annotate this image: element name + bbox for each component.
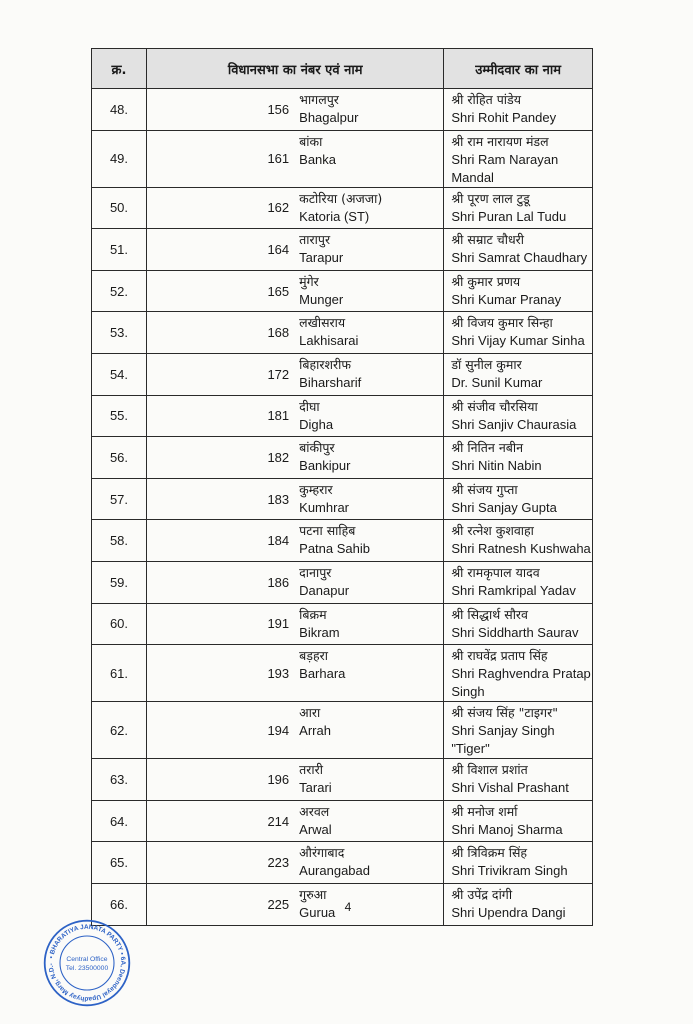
- constituency-number-cell: 186: [147, 561, 296, 603]
- candidate-name-hindi: श्री कुमार प्रणय: [451, 273, 521, 289]
- candidate-name-hindi: श्री सिद्धार्थ सौरव: [451, 606, 528, 622]
- candidate-name-cell: [444, 478, 593, 520]
- constituency-name-hindi: दीघा: [299, 398, 320, 414]
- candidate-name-cell: [444, 800, 593, 842]
- candidate-name-hindi: श्री पूरण लाल टुडू: [451, 190, 530, 206]
- constituency-name-english: Arrah: [299, 723, 331, 739]
- candidate-name-cell: [444, 520, 593, 562]
- table-row: [92, 437, 593, 479]
- serial-cell: 62.: [92, 702, 147, 759]
- constituency-name-cell: [295, 478, 444, 520]
- constituency-number-cell: 182: [147, 437, 296, 479]
- table-row: [92, 645, 593, 702]
- serial-cell: 53.: [92, 312, 147, 354]
- party-seal-stamp: [42, 918, 132, 1008]
- constituency-number-cell: 194: [147, 702, 296, 759]
- constituency-name-cell: [295, 759, 444, 801]
- constituency-number-cell: 223: [147, 842, 296, 884]
- constituency-name-hindi: बिक्रम: [299, 606, 327, 622]
- candidate-name-hindi: श्री विजय कुमार सिन्हा: [451, 315, 553, 331]
- constituency-name-cell: [295, 800, 444, 842]
- constituency-number-cell: 184: [147, 520, 296, 562]
- serial-cell: 63.: [92, 759, 147, 801]
- constituency-name-hindi: तरारी: [299, 762, 323, 778]
- constituency-name-english: Biharsharif: [299, 374, 362, 390]
- constituency-name-cell: [295, 437, 444, 479]
- constituency-name-cell: [295, 312, 444, 354]
- constituency-name-english: Lakhisarai: [299, 333, 359, 349]
- page-number: 4: [344, 900, 352, 914]
- constituency-name-english: Digha: [299, 416, 334, 432]
- constituency-name-cell: [295, 842, 444, 884]
- constituency-name-hindi: बिहारशरीफ: [299, 356, 352, 372]
- table-row: [92, 759, 593, 801]
- candidate-name-hindi: श्री संजीव चौरसिया: [451, 398, 538, 414]
- constituency-number-cell: 191: [147, 603, 296, 645]
- constituency-number-cell: 168: [147, 312, 296, 354]
- svg-text:Central Office: Central Office: [66, 956, 108, 964]
- constituency-name-english: Kumhrar: [299, 499, 350, 515]
- constituency-name-hindi: औरंगाबाद: [299, 845, 345, 861]
- serial-cell: 50.: [92, 187, 147, 229]
- constituency-name-hindi: मुंगेर: [299, 273, 319, 289]
- candidate-name-hindi: श्री सम्राट चौधरी: [451, 232, 525, 248]
- svg-text:Tel. 23500000: Tel. 23500000: [65, 965, 109, 973]
- table-body: [92, 89, 593, 926]
- header-candidate: उम्मीदवार का नाम: [444, 49, 593, 89]
- constituency-name-hindi: बांका: [299, 133, 323, 149]
- candidate-name-english: Shri Manoj Sharma: [451, 821, 563, 837]
- constituency-name-english: Bikram: [299, 624, 340, 640]
- candidate-name-hindi: श्री विशाल प्रशांत: [451, 762, 528, 778]
- serial-cell: 54.: [92, 353, 147, 395]
- constituency-name-hindi: दानापुर: [299, 564, 332, 580]
- serial-cell: 48.: [92, 89, 147, 131]
- serial-cell: 58.: [92, 520, 147, 562]
- constituency-name-cell: [295, 520, 444, 562]
- candidate-name-english: Shri Ramkripal Yadav: [451, 582, 576, 598]
- serial-cell: 60.: [92, 603, 147, 645]
- constituency-name-english: Patna Sahib: [299, 541, 370, 557]
- constituency-name-english: Tarapur: [299, 250, 344, 266]
- constituency-number-cell: 162: [147, 187, 296, 229]
- table-row: [92, 395, 593, 437]
- header-constituency: विधानसभा का नंबर एवं नाम: [147, 49, 444, 89]
- table-row: [92, 603, 593, 645]
- candidate-name-english: Shri Ratnesh Kushwaha: [451, 541, 591, 557]
- candidate-name-cell: [444, 312, 593, 354]
- candidate-name-hindi: डॉ सुनील कुमार: [451, 356, 522, 372]
- constituency-name-english: Bhagalpur: [299, 110, 359, 125]
- candidate-name-hindi: श्री त्रिविक्रम सिंह: [451, 845, 528, 861]
- constituency-name-english: Aurangabad: [299, 863, 370, 879]
- constituency-name-hindi: कटोरिया (अजजा): [299, 190, 383, 206]
- candidate-name-cell: [444, 353, 593, 395]
- candidate-name-cell: [444, 561, 593, 603]
- candidate-name-english: Shri Nitin Nabin: [451, 458, 542, 474]
- table-row: [92, 520, 593, 562]
- constituency-number-cell: 193: [147, 645, 296, 702]
- constituency-name-hindi: भागलपुर: [299, 92, 339, 107]
- candidate-name-hindi: श्री रामकृपाल यादव: [451, 564, 540, 580]
- table-row: [92, 842, 593, 884]
- candidate-name-english: Shri Siddharth Saurav: [451, 624, 579, 640]
- candidate-name-hindi: श्री रोहित पांडेय: [451, 92, 521, 107]
- constituency-name-cell: [295, 130, 444, 187]
- constituency-number-cell: 172: [147, 353, 296, 395]
- candidate-name-hindi: श्री संजय गुप्ता: [451, 481, 518, 497]
- constituency-name-english: Katoria (ST): [299, 208, 370, 224]
- svg-text:• BHARATIYA JANATA PARTY • 6A,: • BHARATIYA JANATA PARTY • 6A, Deendayal Upadhyay Marg, N.D.-: [47, 923, 127, 1003]
- candidate-name-hindi: श्री उपेंद्र दांगी: [451, 886, 513, 902]
- constituency-name-hindi: लखीसराय: [299, 315, 346, 331]
- candidate-name-hindi: श्री राघवेंद्र प्रताप सिंह: [451, 648, 548, 664]
- constituency-name-english: Danapur: [299, 582, 350, 598]
- candidate-name-hindi: श्री नितिन नबीन: [451, 440, 524, 456]
- constituency-number-cell: 225: [147, 883, 296, 925]
- constituency-name-english: Arwal: [299, 821, 332, 837]
- candidate-name-cell: [444, 229, 593, 271]
- constituency-name-cell: [295, 883, 444, 925]
- constituency-number-cell: 196: [147, 759, 296, 801]
- candidate-name-hindi: श्री संजय सिंह "टाइगर": [451, 705, 558, 721]
- constituency-name-english: Barhara: [299, 666, 346, 682]
- constituency-name-cell: [295, 89, 444, 131]
- candidate-name-hindi: श्री मनोज शर्मा: [451, 803, 518, 819]
- table-row: [92, 187, 593, 229]
- candidate-name-english: Shri Ram Narayan Mandal: [451, 151, 559, 185]
- constituency-name-hindi: पटना साहिब: [299, 523, 356, 539]
- candidate-name-english: Shri Samrat Chaudhary: [451, 250, 588, 266]
- constituency-name-cell: [295, 353, 444, 395]
- table-row: [92, 478, 593, 520]
- candidate-name-english: Shri Kumar Pranay: [451, 291, 562, 307]
- header-serial: क्र.: [92, 49, 147, 89]
- constituency-name-hindi: कुम्हरार: [299, 481, 333, 497]
- candidate-name-english: Shri Sanjiv Chaurasia: [451, 416, 577, 432]
- candidate-name-english: Shri Rohit Pandey: [451, 110, 557, 125]
- constituency-number-cell: 156: [147, 89, 296, 131]
- table-row: [92, 270, 593, 312]
- candidate-name-english: Dr. Sunil Kumar: [451, 374, 543, 390]
- candidate-name-cell: [444, 437, 593, 479]
- table-header-row: [92, 49, 593, 89]
- serial-cell: 65.: [92, 842, 147, 884]
- table-row: [92, 229, 593, 271]
- constituency-name-cell: [295, 702, 444, 759]
- serial-cell: 64.: [92, 800, 147, 842]
- candidate-name-english: Shri Puran Lal Tudu: [451, 208, 567, 224]
- serial-cell: 55.: [92, 395, 147, 437]
- serial-cell: 57.: [92, 478, 147, 520]
- table-row: [92, 561, 593, 603]
- candidate-name-english: Shri Trivikram Singh: [451, 863, 568, 879]
- constituency-name-hindi: गुरुआ: [299, 886, 327, 902]
- candidate-name-english: Shri Vishal Prashant: [451, 780, 569, 796]
- candidate-name-cell: [444, 702, 593, 759]
- candidate-name-cell: [444, 883, 593, 925]
- serial-cell: 59.: [92, 561, 147, 603]
- table-row: [92, 312, 593, 354]
- candidate-name-cell: [444, 842, 593, 884]
- constituency-number-cell: 161: [147, 130, 296, 187]
- constituency-name-hindi: आरा: [299, 705, 321, 721]
- constituency-name-english: Munger: [299, 291, 344, 307]
- serial-cell: 56.: [92, 437, 147, 479]
- candidate-name-cell: [444, 89, 593, 131]
- candidate-name-english: Shri Raghvendra Pratap Singh: [451, 666, 591, 700]
- constituency-name-cell: [295, 603, 444, 645]
- constituency-name-cell: [295, 270, 444, 312]
- constituency-name-hindi: अरवल: [299, 803, 330, 819]
- candidate-name-cell: [444, 270, 593, 312]
- serial-cell: 49.: [92, 130, 147, 187]
- constituency-name-cell: [295, 645, 444, 702]
- table-row: [92, 89, 593, 131]
- constituency-number-cell: 181: [147, 395, 296, 437]
- constituency-name-english: Bankipur: [299, 458, 351, 474]
- constituency-name-cell: [295, 395, 444, 437]
- table-row: [92, 800, 593, 842]
- candidate-name-cell: [444, 187, 593, 229]
- serial-cell: 51.: [92, 229, 147, 271]
- constituency-name-english: Gurua: [299, 904, 336, 920]
- serial-cell: 61.: [92, 645, 147, 702]
- constituency-name-cell: [295, 229, 444, 271]
- candidate-name-english: Shri Sanjay Singh "Tiger": [451, 723, 555, 757]
- candidate-name-cell: [444, 130, 593, 187]
- constituency-number-cell: 164: [147, 229, 296, 271]
- constituency-name-english: Tarari: [299, 780, 332, 796]
- table-row: [92, 702, 593, 759]
- constituency-name-cell: [295, 187, 444, 229]
- constituency-name-hindi: तारापुर: [299, 232, 331, 248]
- table-row: [92, 130, 593, 187]
- constituency-name-cell: [295, 561, 444, 603]
- serial-cell: 52.: [92, 270, 147, 312]
- candidate-name-english: Shri Vijay Kumar Sinha: [451, 333, 585, 349]
- candidate-name-cell: [444, 395, 593, 437]
- constituency-name-hindi: बांकीपुर: [299, 440, 335, 456]
- candidate-name-english: Shri Upendra Dangi: [451, 904, 566, 920]
- constituency-name-hindi: बड़हरा: [299, 648, 328, 664]
- candidate-name-hindi: श्री रत्नेश कुशवाहा: [451, 523, 534, 539]
- candidate-name-hindi: श्री राम नारायण मंडल: [451, 133, 549, 149]
- candidate-name-cell: [444, 759, 593, 801]
- serial-cell: 66.: [92, 883, 147, 925]
- candidate-name-english: Shri Sanjay Gupta: [451, 499, 557, 515]
- constituency-name-english: Banka: [299, 151, 337, 167]
- candidate-table: [91, 48, 593, 926]
- candidate-name-cell: [444, 603, 593, 645]
- candidate-name-cell: [444, 645, 593, 702]
- constituency-number-cell: 165: [147, 270, 296, 312]
- constituency-number-cell: 183: [147, 478, 296, 520]
- table-row: [92, 353, 593, 395]
- constituency-number-cell: 214: [147, 800, 296, 842]
